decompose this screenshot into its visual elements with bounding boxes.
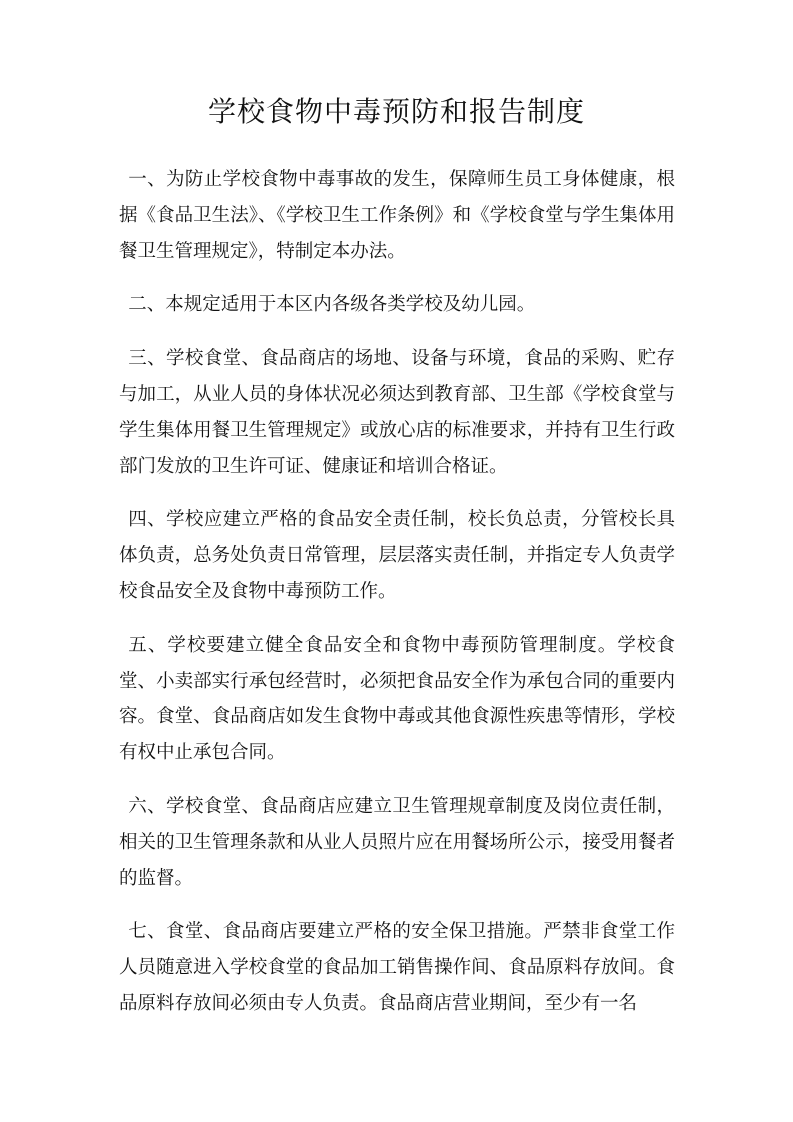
paragraph-2: 二、本规定适用于本区内各级各类学校及幼儿园。 xyxy=(128,294,536,316)
document-body xyxy=(119,162,675,1040)
paragraph-4: 四、学校应建立严格的食品安全责任制，校长负总责，分管校长具体负责，总务处负责日常管理，层层落实责任制，并指定专人负责学校食品安全及食物中毒预防工作。 xyxy=(119,509,675,602)
document-title: 学校食物中毒预防和报告制度 xyxy=(207,95,585,128)
paragraph-5: 五、学校要建立健全食品安全和食物中毒预防管理制度。学校食堂、小卖部实行承包经营时，必须把食品安全作为承包合同的重要内容。食堂、食品商店如发生食物中毒或其他食源性疾患等情形，学校有权中止承包合同。 xyxy=(119,634,675,764)
paragraph-7: 七、食堂、食品商店要建立严格的安全保卫措施。严禁非食堂工作人员随意进入学校食堂的食品加工销售操作间、食品原料存放间。食品原料存放间必须由专人负责。食品商店营业期间，至少有一名 xyxy=(119,921,675,1014)
paragraph-3: 三、学校食堂、食品商店的场地、设备与环境，食品的采购、贮存与加工，从业人员的身体状况必须达到教育部、卫生部《学校食堂与学生集体用餐卫生管理规定》或放心店的标准要求，并持有卫生行政部门发放的卫生许可证、健康证和培训合格证。 xyxy=(119,348,675,477)
paragraph-1: 一、为防止学校食物中毒事故的发生，保障师生员工身体健康，根据《食品卫生法》、《学校卫生工作条例》和《学校食堂与学生集体用餐卫生管理规定》，特制定本办法。 xyxy=(119,169,675,262)
paragraph-6: 六、学校食堂、食品商店应建立卫生管理规章制度及岗位责任制，相关的卫生管理条款和从业人员照片应在用餐场所公示，接受用餐者的监督。 xyxy=(119,795,675,889)
